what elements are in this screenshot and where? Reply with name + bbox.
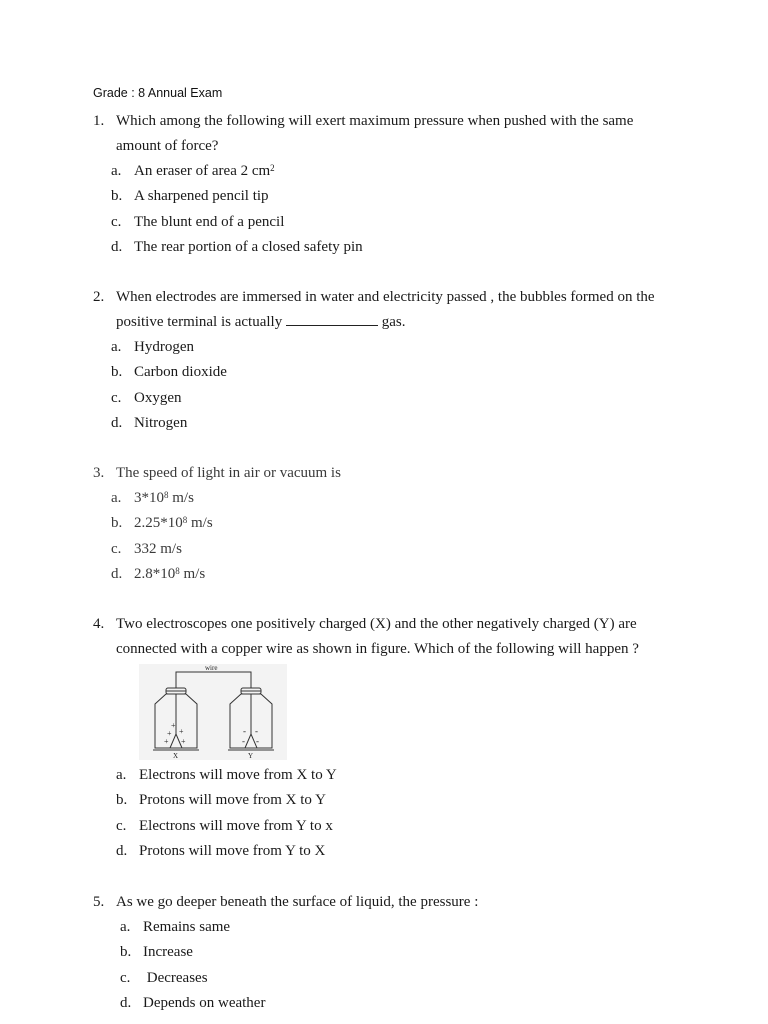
svg-text:+: + [171, 721, 176, 730]
option-b [120, 940, 693, 965]
option-text: 332 m/s [134, 540, 182, 557]
option-b [116, 788, 716, 813]
question-3 [93, 461, 693, 587]
wire-label: wire [205, 664, 218, 672]
svg-text:+: + [181, 737, 186, 746]
option-text: Remains same [143, 919, 231, 935]
question-number: 4. [93, 616, 105, 632]
option-d [116, 839, 716, 864]
option-text: Electrons will move from X to Y [139, 767, 337, 783]
option-text: Nitrogen [134, 414, 188, 431]
option-letter: b. [116, 792, 128, 809]
option-text-suffix: m/s [179, 565, 206, 582]
option-b [111, 360, 693, 385]
option-letter: b. [120, 944, 132, 961]
option-d [111, 235, 693, 260]
option-letter: c. [111, 389, 122, 406]
exam-header: Grade : 8 Annual Exam [93, 86, 223, 100]
option-letter: d. [111, 238, 123, 255]
option-letter: a. [116, 767, 127, 783]
superscript: 8 [175, 565, 180, 576]
svg-text:+: + [179, 727, 184, 736]
question-text-line: When electrodes are immersed in water and electricity passed , the bubbles formed on the [116, 289, 655, 305]
svg-text:-: - [243, 726, 246, 736]
option-letter: b. [111, 188, 123, 205]
option-letter: c. [111, 213, 122, 230]
option-text-suffix: m/s [168, 490, 194, 506]
option-text: Protons will move from Y to X [139, 842, 326, 859]
question-4 [93, 612, 693, 662]
option-text: Oxygen [134, 389, 182, 406]
question-4-options [116, 763, 716, 864]
question-number: 3. [93, 465, 105, 481]
option-letter: b. [111, 515, 123, 532]
question-number: 1. [93, 113, 105, 129]
svg-text:+: + [164, 737, 169, 746]
question-text-line: Two electroscopes one positively charged (X) and the other negatively charged (Y) are [116, 616, 637, 632]
option-letter: d. [116, 842, 128, 859]
question-text-line: amount of force? [116, 138, 219, 154]
option-c [111, 537, 693, 562]
electroscope-diagram [139, 664, 287, 760]
option-d [111, 562, 693, 587]
option-letter: a. [111, 490, 122, 506]
option-letter: b. [111, 364, 123, 381]
option-text: An eraser of area 2 cm [134, 163, 271, 179]
option-c [111, 210, 693, 235]
fill-in-blank [286, 311, 378, 326]
option-c [120, 966, 693, 991]
question-text-line: Which among the following will exert maximum pressure when pushed with the same [116, 113, 634, 129]
option-letter: c. [111, 540, 122, 557]
question-number: 2. [93, 289, 105, 305]
option-text: 2.8*10 [134, 565, 176, 582]
option-a [111, 486, 693, 511]
question-1 [93, 109, 693, 260]
label-x: X [173, 752, 179, 760]
option-letter: a. [111, 339, 122, 355]
option-letter: c. [116, 817, 127, 834]
question-text-line: The speed of light in air or vacuum is [116, 465, 341, 481]
question-text-line [116, 310, 693, 335]
option-text: Increase [143, 944, 193, 961]
svg-text:-: - [256, 736, 259, 746]
option-b [111, 511, 693, 536]
option-letter: d. [111, 565, 123, 582]
option-a [116, 763, 716, 788]
option-text: Decreases [143, 969, 208, 986]
question-text-line: connected with a copper wire as shown in figure. Which of the following will happen ? [116, 641, 639, 657]
option-c [116, 814, 716, 839]
question-number: 5. [93, 894, 105, 910]
superscript: 2 [270, 163, 275, 173]
question-text: positive terminal is actually [116, 314, 286, 330]
option-text: Depends on weather [143, 994, 266, 1011]
option-a [111, 159, 693, 184]
option-b [111, 184, 693, 209]
option-letter: a. [120, 919, 131, 935]
option-text: Hydrogen [134, 339, 194, 355]
svg-text:+: + [167, 729, 172, 738]
superscript: 8 [182, 515, 188, 526]
question-5 [93, 890, 693, 1016]
option-text: A sharpened pencil tip [134, 188, 269, 205]
option-text: 3*10 [134, 490, 164, 506]
option-text: Electrons will move from Y to x [139, 817, 333, 834]
option-c [111, 386, 693, 411]
option-text: The rear portion of a closed safety pin [134, 238, 363, 255]
svg-text:-: - [242, 736, 245, 746]
option-d [111, 411, 693, 436]
copper-wire [176, 672, 251, 688]
option-text: 2.25*10 [134, 515, 183, 532]
option-text: The blunt end of a pencil [134, 213, 285, 230]
label-y: Y [248, 752, 254, 760]
option-letter: a. [111, 163, 122, 179]
electroscope-figure [139, 664, 287, 760]
svg-text:-: - [255, 726, 258, 736]
option-a [120, 915, 693, 940]
option-letter: d. [120, 994, 132, 1011]
option-text-suffix: m/s [187, 515, 213, 532]
option-letter: c. [120, 969, 131, 986]
option-d [120, 991, 693, 1016]
option-a [111, 335, 693, 360]
superscript: 8 [164, 490, 169, 500]
question-text: gas. [377, 314, 406, 330]
question-text-line: As we go deeper beneath the surface of liquid, the pressure : [116, 894, 479, 910]
option-letter: d. [111, 414, 123, 431]
option-text: Protons will move from X to Y [139, 792, 326, 809]
question-2 [93, 285, 693, 436]
option-text: Carbon dioxide [134, 364, 227, 381]
